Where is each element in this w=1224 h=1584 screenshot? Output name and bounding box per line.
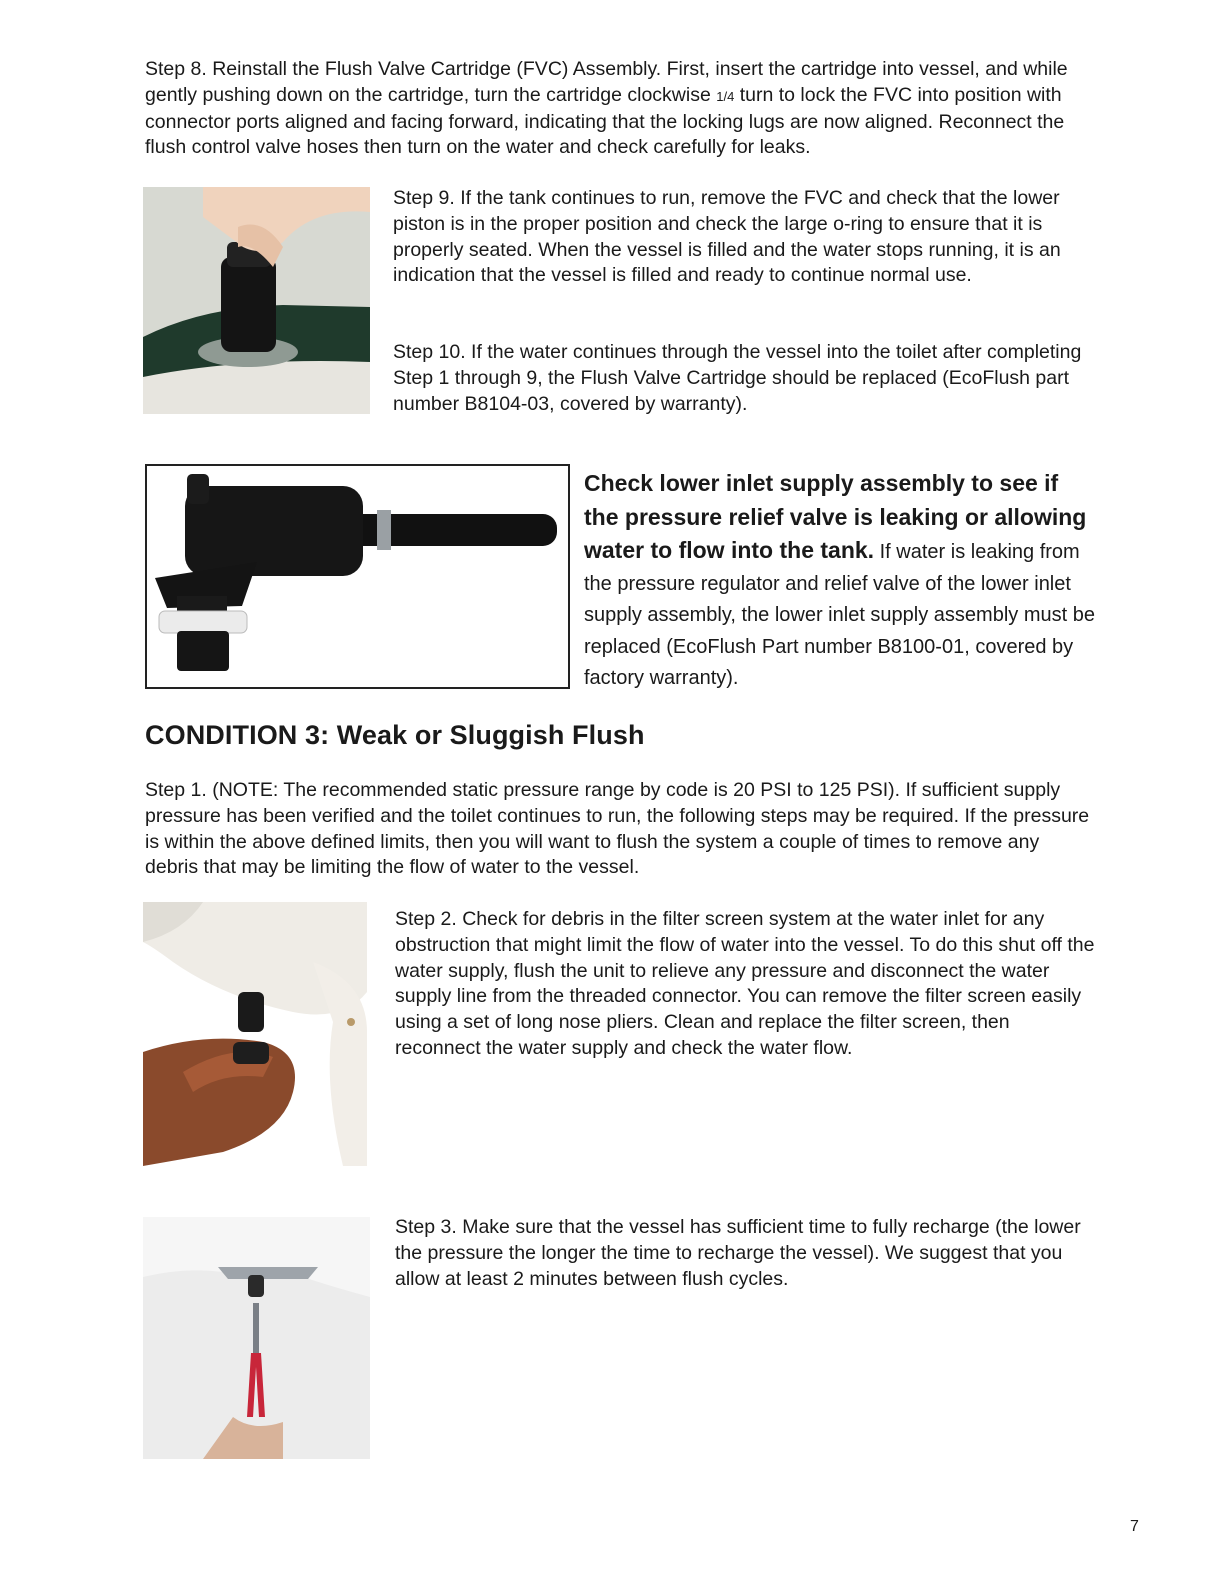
inlet-check-text: If water is leaking from the pressure regulator and relief valve of the lower inlet supply assembly, the lower inlet supply assembly must be replaced (EcoFlush Part number B8100-01, covered by factory warranty). <box>584 541 1095 689</box>
water-inlet-illustration <box>143 902 367 1166</box>
c3-step1-paragraph: Step 1. (NOTE: The recommended static pressure range by code is 20 PSI to 125 PSI). If sufficient supply pressure has been verified and the toilet continues to run, the following steps may be required. If the pressure is within the above defined limits, then you will want to flush the system a couple of times to remove any debris that may be limiting the flow of water to the vessel. <box>145 779 1090 879</box>
page-number: 7 <box>1130 1518 1139 1535</box>
fvc-insert-illustration <box>143 187 370 414</box>
c3-step2-paragraph: Step 2. Check for debris in the filter screen system at the water inlet for any obstruction that might limit the flow of water into the vessel. To do this shut off the water supply, flush the unit to relieve any pressure and disconnect the water supply line from the threaded connector. You can remove the filter screen easily using a set of long nose pliers. Clean and replace the filter screen, then reconnect the water supply and check the water flow. <box>395 908 1095 1059</box>
photo-pliers-filter <box>143 1217 370 1459</box>
pliers-filter-illustration <box>143 1217 370 1459</box>
photo-water-inlet <box>143 902 367 1166</box>
step8-text-before: Step 8. Reinstall the Flush Valve Cartridge (FVC) Assembly. First, insert the cartridge into vessel, and while gently pushing down on the cartridge, turn the cartridge clockwise <box>145 58 1068 106</box>
inlet-assembly-illustration <box>147 466 568 687</box>
step8-fraction: 1/4 <box>716 88 735 104</box>
condition-3-heading: CONDITION 3: Weak or Sluggish Flush <box>145 720 645 750</box>
c3-step3-paragraph: Step 3. Make sure that the vessel has sufficient time to fully recharge (the lower the pressure the longer the time to recharge the vessel). We suggest that you allow at least 2 minutes between flush cycles. <box>395 1216 1081 1290</box>
step8-paragraph <box>145 57 1095 161</box>
inlet-check-paragraph <box>584 468 1096 695</box>
inlet-check-heading: Check lower inlet supply assembly to see if the pressure relief valve is leaking or allowing water to flow into the tank. <box>584 470 1087 563</box>
step8-text-after: turn to lock the FVC into position with connector ports aligned and facing forward, indicating that the locking lugs are now aligned. Reconnect the flush control valve hoses then turn on the water and check carefully for leaks. <box>145 83 1065 159</box>
step9-paragraph: Step 9. If the tank continues to run, remove the FVC and check that the lower piston is in the proper position and check the large o-ring to ensure that it is properly seated. When the vessel is filled and the water stops running, it is an indication that the vessel is filled and ready to continue normal use. <box>393 187 1061 287</box>
step10-paragraph: Step 10. If the water continues through the vessel into the toilet after completing Step 1 through 9, the Flush Valve Cartridge should be replaced (EcoFlush part number B8104-03, covered by warranty). <box>393 341 1082 415</box>
photo-fvc-insert <box>143 187 370 414</box>
photo-inlet-assembly <box>145 464 570 689</box>
